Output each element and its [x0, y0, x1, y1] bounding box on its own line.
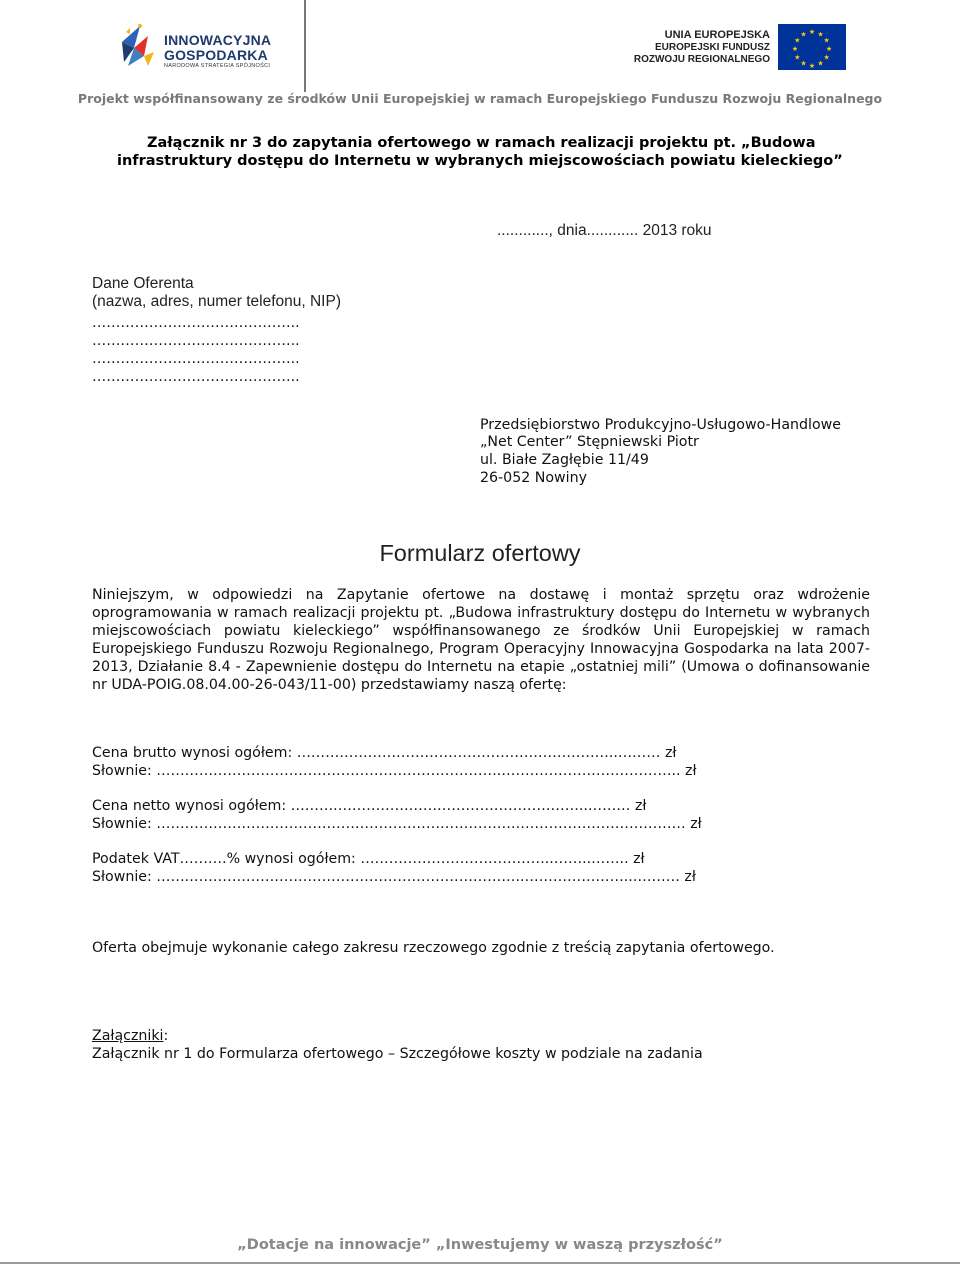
form-title: Formularz ofertowy: [379, 540, 581, 566]
attachments-colon: :: [163, 1028, 169, 1044]
date-line: ............, dnia............ 2013 roku: [497, 222, 712, 239]
svg-text:★: ★: [800, 30, 807, 39]
innowacyjna-gospodarka-logo: [118, 22, 293, 70]
ig-logo-line1: INNOWACYJNA: [164, 32, 272, 48]
ue-logo-line1: UNIA EUROPEJSKA: [664, 29, 770, 41]
offeror-line-4: ……………………………………..: [92, 369, 300, 385]
gross-price-words: Słownie: ……………………………………………………………….……………………………….. zł: [92, 763, 697, 779]
vat-line: Podatek VAT……….% wynosi ogółem: …………………………………..……..…….. zł: [92, 851, 645, 867]
svg-text:★: ★: [791, 45, 799, 53]
unia-europejska-logo: [633, 24, 850, 74]
attachment-title-line2: infrastruktury dostępu do Internetu w wybranych miejscowościach powiatu kieleckiego”: [117, 153, 843, 169]
vat-words: Słownie: …….……………………………………………………………..…………………...……… zł: [92, 869, 696, 885]
offeror-label: Dane Oferenta: [92, 275, 194, 292]
attachments-label: Załączniki: [92, 1028, 164, 1044]
offeror-line-1: ……………………………………..: [92, 315, 300, 331]
recipient-line-3: ul. Białe Zagłębie 11/49: [480, 452, 649, 468]
recipient-line-2: „Net Center” Stępniewski Piotr: [480, 434, 699, 450]
svg-text:★: ★: [800, 59, 807, 68]
offeror-line-2: ……………………………………..: [92, 333, 300, 349]
net-price-words: Słownie: ………………………………………………………………….……………………………… zł: [92, 816, 702, 832]
attachment-title-line1: Załącznik nr 3 do zapytania ofertowego w ramach realizacji projektu pt. „Budowa: [147, 135, 816, 151]
cofinancing-note: Projekt współfinansowany ze środków Unii Europejskiej w ramach Europejskiego Funduszu Rozwoju Regionalnego: [77, 91, 883, 106]
recipient-line-4: 26-052 Nowiny: [480, 470, 587, 486]
svg-text:★: ★: [808, 28, 816, 36]
net-price-line: Cena netto wynosi ogółem: ……….……………………………………………..……… zł: [92, 798, 647, 814]
eu-flag-icon: [778, 24, 846, 70]
ig-logo-line2: GOSPODARKA: [164, 47, 268, 63]
offeror-line-3: ……………………………………..: [92, 351, 300, 367]
svg-text:★: ★: [794, 53, 801, 62]
attachment-item-1: Załącznik nr 1 do Formularza ofertowego – Szczegółowe koszty w podziale na zadania: [92, 1046, 703, 1062]
scope-statement: Oferta obejmuje wykonanie całego zakresu rzeczowego zgodnie z treścią zapytania ofertowego.: [92, 940, 775, 956]
ue-logo-line3: ROZWOJU REGIONALNEGO: [633, 54, 770, 65]
svg-text:★: ★: [825, 45, 833, 53]
svg-text:★: ★: [794, 36, 801, 45]
recipient-line-1: Przedsiębiorstwo Produkcyjno-Usługowo-Handlowe: [480, 417, 841, 433]
gross-price-line: Cena brutto wynosi ogółem: …………………………………………………………..……… zł: [92, 745, 677, 761]
intro-paragraph: Niniejszym, w odpowiedzi na Zapytanie ofertowe na dostawę i montaż sprzętu oraz wdrożenie oprogramowania w ramach realizacji projektu pt. „Budowa infrastruktury dostępu do Internetu w wybranych miejscowościach powiatu kieleckiego” współfinansowanego ze środków Unii Europejskiej w ramach Europejskiego Funduszu Rozwoju Regionalnego, Program Operacyjny Innowacyjna Gospodarka na lata 2007-2013, Działanie 8.4 - Zapewnienie dostępu do Internetu na etapie „ostatniej mili” (Umowa o dofinansowanie nr UDA-POIG.08.04.00-26-043/11-00) przedstawiamy naszą ofertę:: [92, 587, 870, 693]
svg-text:★: ★: [823, 53, 830, 62]
svg-text:★: ★: [808, 62, 816, 70]
footer-rule: [0, 1262, 960, 1264]
ig-logo-line3: NARODOWA STRATEGIA SPÓJNOŚCI: [164, 63, 271, 69]
attachments-heading: [92, 1028, 168, 1044]
ig-logo-mark: [118, 22, 162, 70]
offeror-hint: (nazwa, adres, numer telefonu, NIP): [92, 293, 341, 310]
ue-logo-line2: EUROPEJSKI FUNDUSZ: [654, 42, 770, 53]
svg-text:★: ★: [817, 59, 824, 68]
svg-text:★: ★: [817, 30, 824, 39]
footer-slogan: „Dotacje na innowacje” „Inwestujemy w waszą przyszłość”: [237, 1237, 723, 1253]
header-divider: [304, 0, 306, 92]
svg-text:★: ★: [823, 36, 830, 45]
